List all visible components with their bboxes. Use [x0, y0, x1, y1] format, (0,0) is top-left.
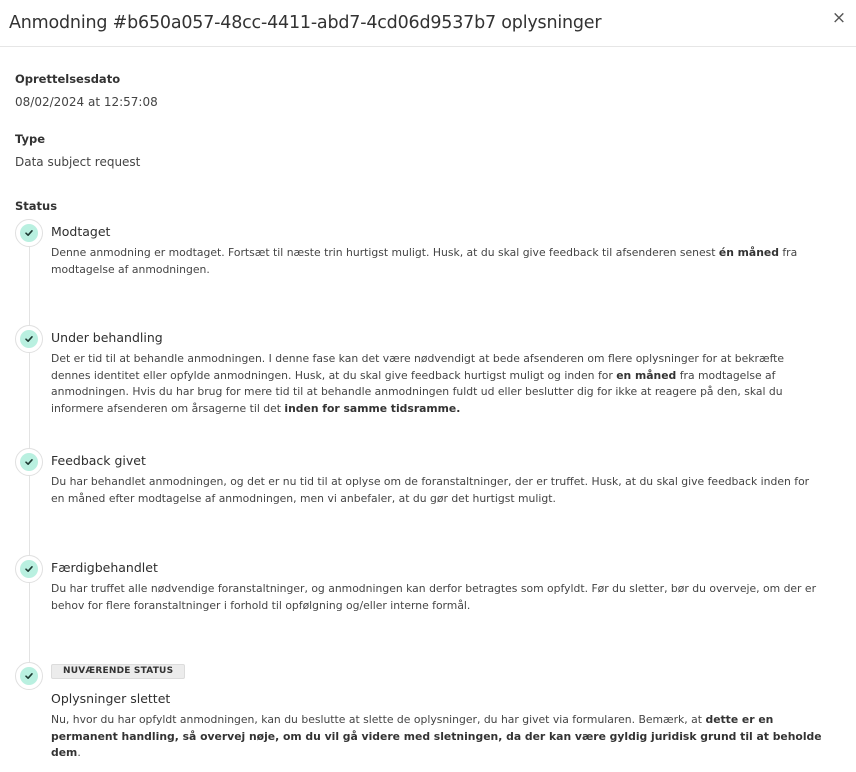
step-title: Feedback givet: [51, 453, 146, 468]
close-icon: ×: [831, 8, 847, 28]
check-icon: [15, 662, 43, 690]
created-date-label: Oprettelsesdato: [15, 72, 121, 86]
check-icon: [15, 448, 43, 476]
modal-title: Anmodning #b650a057-48cc-4411-abd7-4cd06d9537b7 oplysninger: [9, 13, 602, 33]
step-description: Du har truffet alle nødvendige foranstaltninger, og anmodningen kan derfor betragtes som opfyldt. Før du sletter, bør du overveje, om der er behov for flere foranstaltninger i forhold til opfølgning og/eller interne formål.: [51, 582, 817, 612]
step-title: Færdigbehandlet: [51, 560, 158, 575]
step-description: Nu, hvor du har opfyldt anmodningen, kan du beslutte at slette de oplysninger, du har givet via formularen. Bemærk, at dette er en permanent handling, så overvej nøje, om du vil gå videre med sletningen, da der kan være gyldig juridisk grund til at beholde dem.: [51, 713, 822, 759]
created-date-value: 08/02/2024 at 12:57:08: [15, 95, 158, 109]
step-description: Det er tid til at behandle anmodningen. I denne fase kan det være nødvendigt at bede afsenderen om flere oplysninger for at bekræfte dennes identitet eller opfylde anmodningen. Husk, at du skal give feedback hurtigst muligt og inden for en måned fra modtagelse af anmodningen. Hvis du har brug for mere tid til at behandle anmodningen fuldt ud eller beslutter dig for ikke at reagere på den, skal du informere afsenderen om årsagerne til det inden for samme tidsramme.: [51, 352, 785, 415]
type-label: Type: [15, 132, 46, 146]
step-title: Oplysninger slettet: [51, 691, 171, 706]
step-title: Modtaget: [51, 224, 111, 239]
step-description: Du har behandlet anmodningen, og det er nu tid til at oplyse om de foranstaltninger, der er truffet. Husk, at du skal give feedback inden for en måned efter modtagelse af anmodningen, men vi anbefaler, at du gør det hurtigst muligt.: [51, 475, 810, 505]
current-status-badge: NUVÆRENDE STATUS: [51, 664, 185, 679]
step-title: Under behandling: [51, 330, 163, 345]
check-icon: [15, 219, 43, 247]
check-icon: [15, 325, 43, 353]
step-description: Denne anmodning er modtaget. Fortsæt til næste trin hurtigst muligt. Husk, at du skal give feedback til afsenderen senest én måned fra modtagelse af anmodningen.: [51, 246, 798, 276]
modal-header: [0, 0, 856, 47]
type-value: Data subject request: [15, 155, 141, 169]
close-button[interactable]: [831, 9, 847, 27]
check-icon: [15, 555, 43, 583]
status-label: Status: [15, 199, 58, 213]
